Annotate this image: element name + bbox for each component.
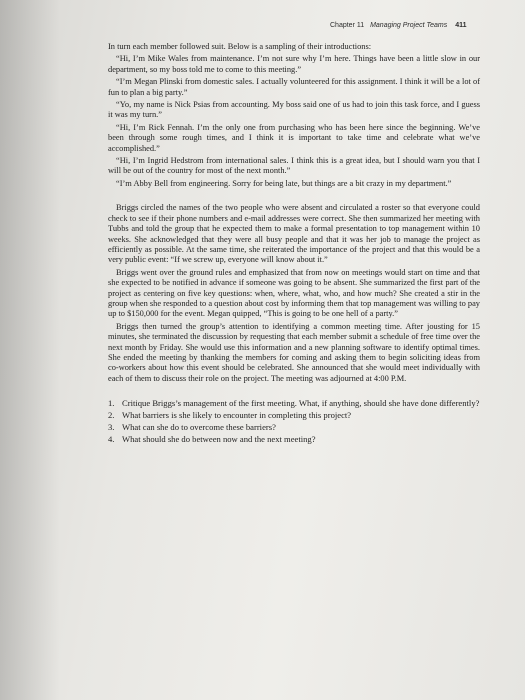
intro-quote: “I’m Megan Plinski from domestic sales. I actually volunteered for this assignment. I think it will be a lot of fun to plan a big party.” — [108, 77, 480, 97]
question-item — [108, 410, 480, 421]
running-header — [330, 22, 467, 29]
question-text: What barriers is she likely to encounter in completing this project? — [122, 410, 352, 421]
question-number: 3. — [108, 422, 115, 433]
question-item — [108, 398, 480, 409]
body-paragraph: Briggs then turned the group’s attention to identifying a common meeting time. After jousting for 15 minutes, she terminated the discussion by requesting that each member submit a schedule of free time over the next month by Friday. She would use this information and a new planning software to identify optimal times. She ended the meeting by thanking the members for coming and asking them to begin soliciting ideas from co-workers about how this event should be celebrated. She announced that she would meet individually with each of them to discuss their role on the project. The meeting was adjourned at 4:00 P.M. — [108, 321, 480, 383]
intro-quote: “Hi, I’m Mike Wales from maintenance. I’m not sure why I’m here. Things have been a little slow in our department, so my boss told me to come to this meeting.” — [108, 54, 480, 74]
page-number: 411 — [455, 22, 467, 29]
body-paragraph: Briggs circled the names of the two people who were absent and circulated a roster so that everyone could check to see if their phone numbers and e-mail addresses were correct. She then summarized her meeting with Tubbs and told the group that he expected them to make a formal presentation to top management within 10 weeks. She acknowledged that they were all busy people and that it was her job to manage the project as efficiently as possible. At the same time, she reiterated the importance of the project and that this would be a very public event: “If we screw up, everyone will know about it.” — [108, 203, 480, 265]
question-text: What should she do between now and the next meeting? — [122, 434, 316, 445]
question-number: 1. — [108, 398, 115, 409]
intro-paragraph: In turn each member followed suit. Below is a sampling of their introductions: — [108, 42, 372, 51]
intro-quote: “Yo, my name is Nick Psias from accounting. My boss said one of us had to join this task force, and I guess it was my turn.” — [108, 100, 480, 120]
page-gutter-shadow — [0, 0, 60, 700]
question-item — [108, 434, 480, 445]
narrative-section — [108, 203, 480, 384]
chapter-title: Managing Project Teams — [370, 22, 448, 29]
question-text: Critique Briggs’s management of the first meeting. What, if anything, should she have done differently? — [122, 398, 480, 409]
discussion-questions — [108, 398, 480, 445]
page-content — [108, 42, 480, 446]
intro-quote: “I’m Abby Bell from engineering. Sorry for being late, but things are a bit crazy in my department.” — [116, 178, 452, 188]
intro-quote: “Hi, I’m Ingrid Hedstrom from international sales. I think this is a great idea, but I should warn you that I will be out of the country for most of the next month.” — [108, 156, 480, 176]
intro-quote: “Hi, I’m Rick Fennah. I’m the only one from purchasing who has been here since the beginning. We’ve been through some rough times, and I think it is important to take time and celebrate what we’ve accomplished.” — [108, 122, 480, 153]
question-item — [108, 422, 480, 433]
introductions-section — [108, 42, 480, 189]
body-paragraph: Briggs went over the ground rules and emphasized that from now on meetings would start on time and that she expected to be notified in advance if someone was going to be absent. She summarized the first part of the project as centering on five key questions: when, where, what, who, and how much? She created a stir in the group when she responded to a question about cost by informing them that top management was willing to pay up to $150,000 for the event. Megan quipped, “This is going to be one hell of a party.” — [108, 267, 480, 319]
chapter-label: Chapter 11 — [330, 22, 365, 29]
question-number: 4. — [108, 434, 115, 445]
question-number: 2. — [108, 410, 115, 421]
question-text: What can she do to overcome these barriers? — [122, 422, 276, 433]
